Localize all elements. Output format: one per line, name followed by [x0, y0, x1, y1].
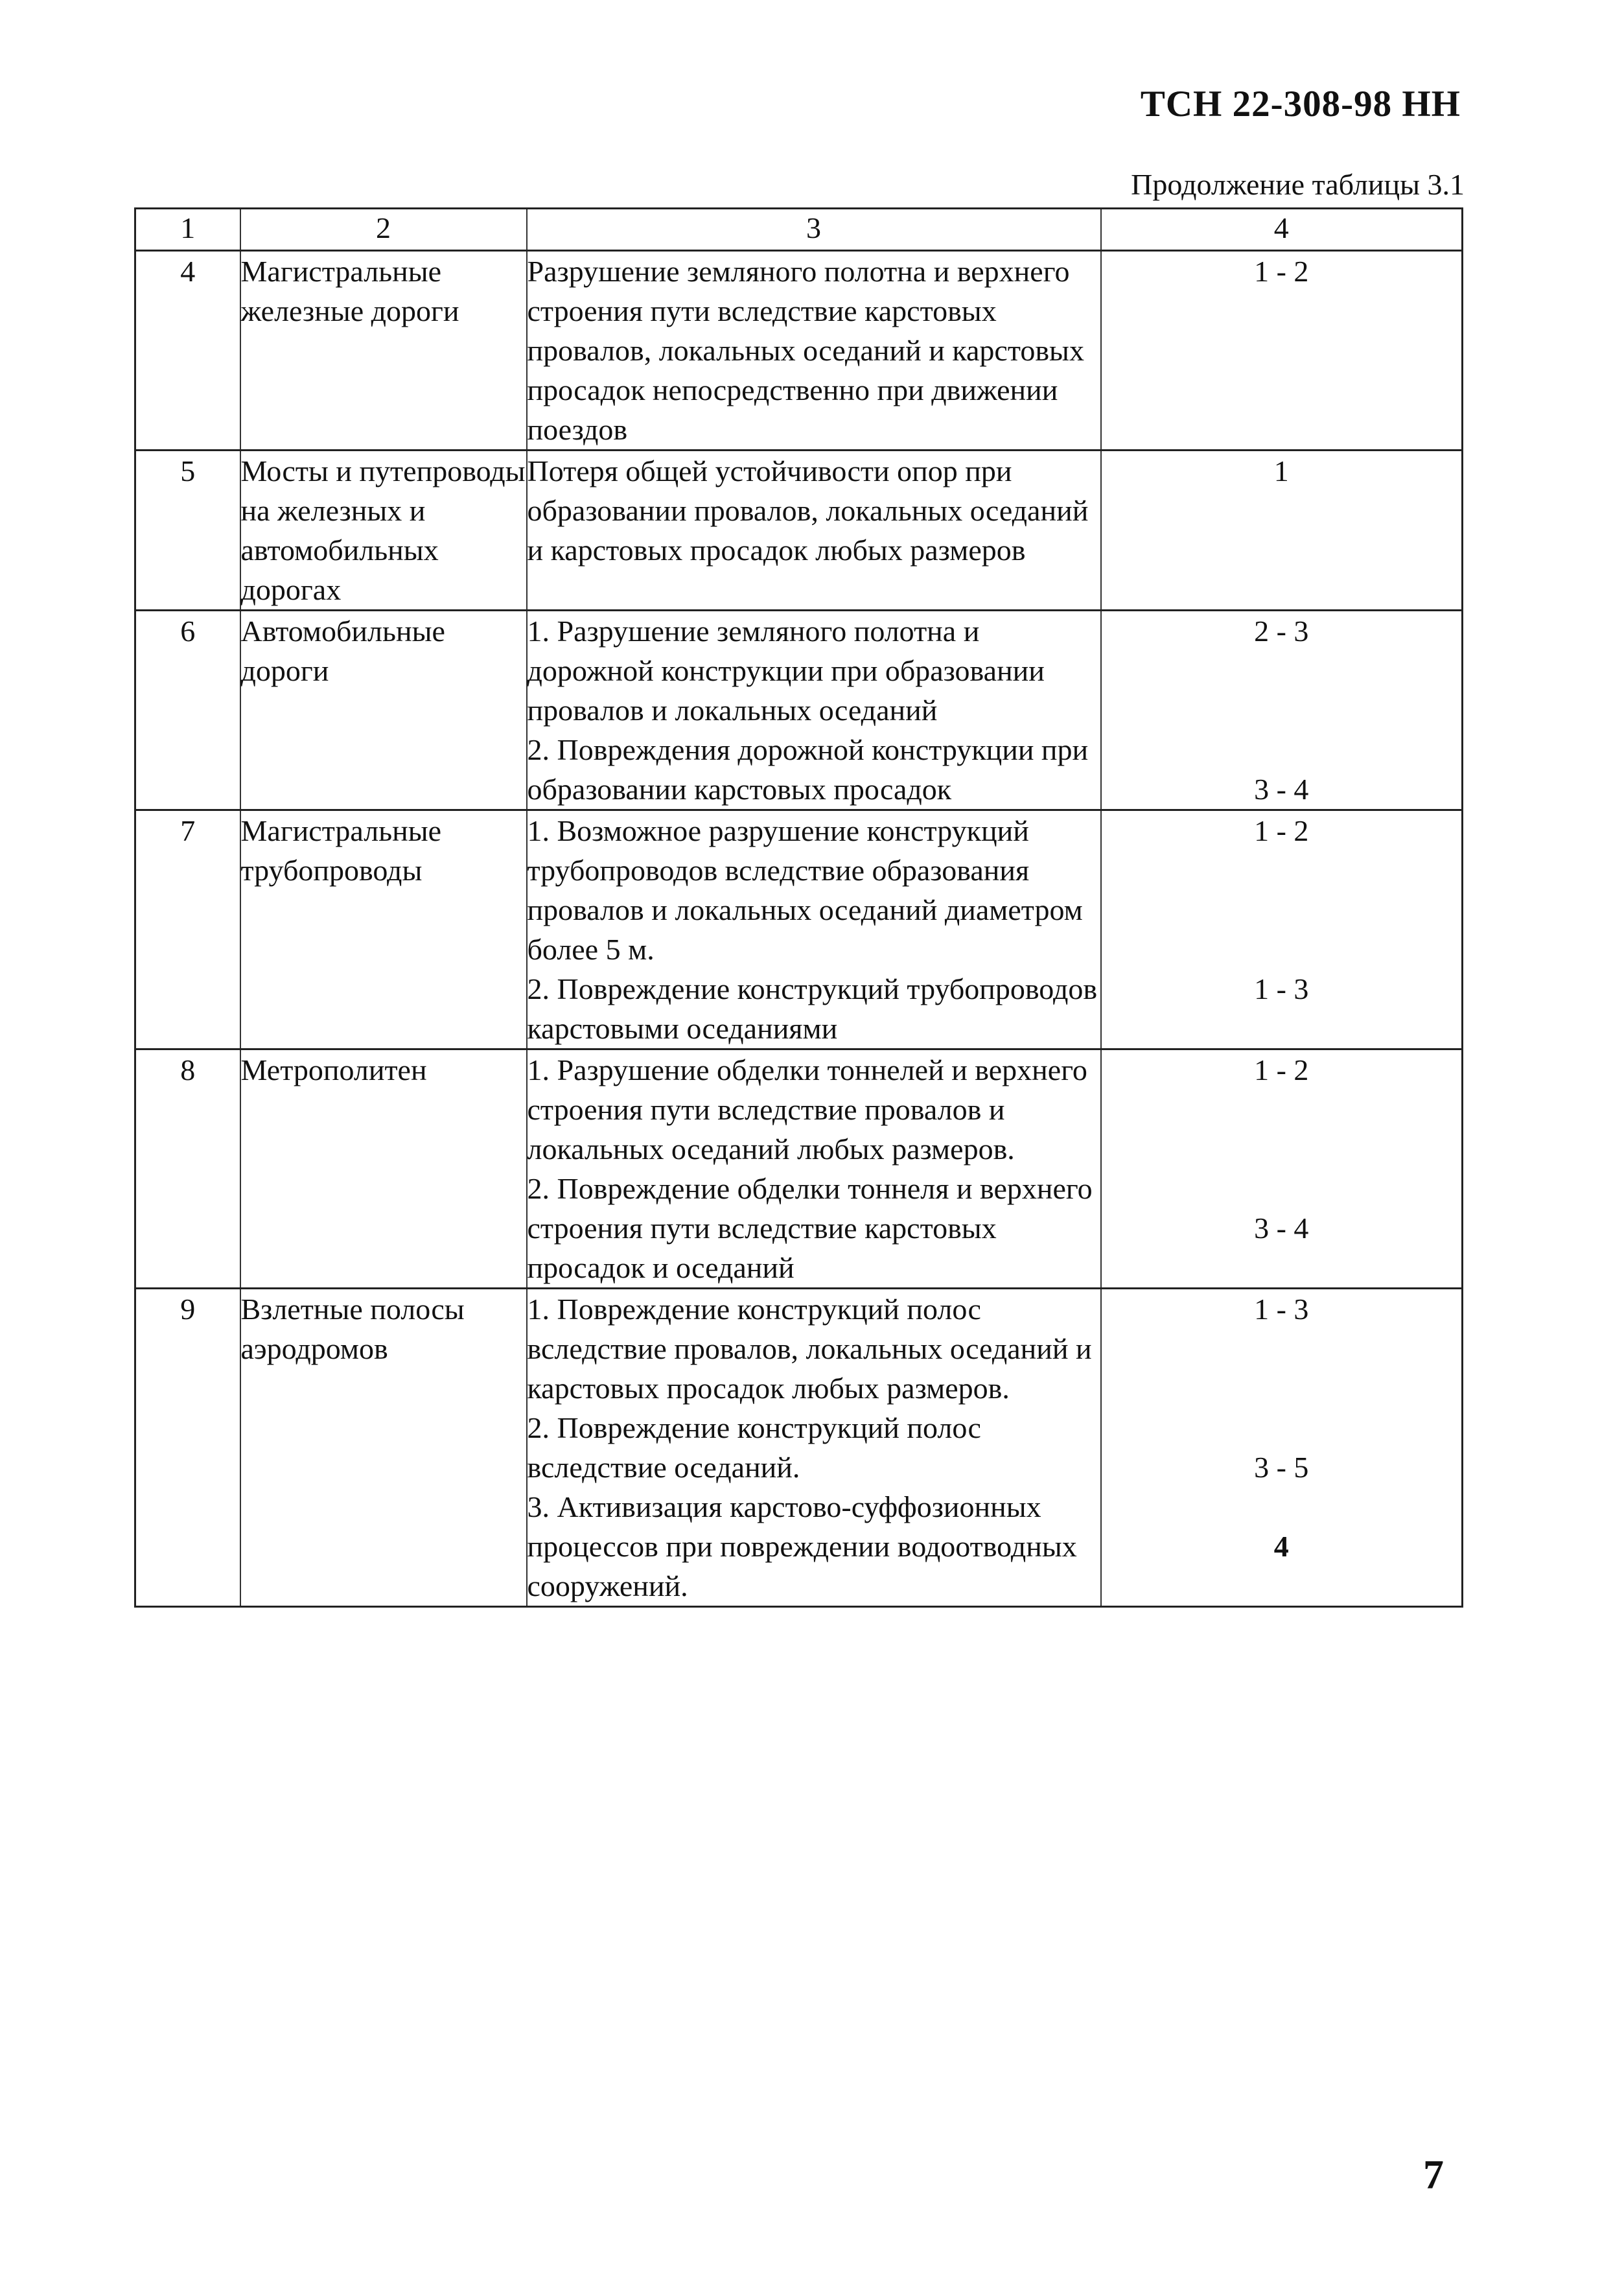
row-number: 4: [135, 251, 240, 451]
table-row: [135, 451, 1463, 611]
column-header: 4: [1101, 209, 1463, 251]
stability-category: [1101, 1289, 1463, 1607]
column-header: 3: [527, 209, 1101, 251]
category-value: 1: [1273, 454, 1289, 487]
category-value: 3 - 4: [1254, 1212, 1309, 1245]
structure-name: Метрополитен: [240, 1049, 527, 1289]
row-number: 6: [135, 611, 240, 810]
document-code: ТСН 22-308-98 НН: [1140, 84, 1461, 124]
effect-item: 2. Повреждение обделки тоннеля и верхнего строения пути вследствие карстовых просадок и оседаний: [527, 1172, 1093, 1284]
effect-item: 2. Повреждение конструкций полос вследствие оседаний.: [527, 1411, 981, 1484]
structure-name: Магистральные железные дороги: [240, 251, 527, 451]
table-row: [135, 611, 1463, 810]
table-continuation-caption: Продолжение таблицы 3.1: [1131, 168, 1465, 201]
effect-item: 3. Активизация карстово-суффозионных процессов при повреждении водоотводных сооружений.: [527, 1490, 1077, 1602]
row-number: 8: [135, 1049, 240, 1289]
effect-description: [527, 1289, 1101, 1607]
category-value: 2 - 3: [1254, 615, 1309, 648]
row-number: 5: [135, 451, 240, 611]
row-number: 9: [135, 1289, 240, 1607]
category-value: 1 - 2: [1254, 255, 1309, 288]
category-value: 1 - 2: [1254, 1053, 1309, 1086]
stability-category: [1101, 810, 1463, 1049]
category-value: 1 - 2: [1254, 814, 1309, 847]
stability-category: [1101, 451, 1463, 611]
stability-category: [1101, 1049, 1463, 1289]
effect-description: [527, 611, 1101, 810]
effect-item: 1. Разрушение земляного полотна и дорожной конструкции при образовании провалов и локальных оседаний: [527, 615, 1045, 727]
effect-item: Разрушение земляного полотна и верхнего строения пути вследствие карстовых провалов, локальных оседаний и карстовых просадок непосредственно при движении поездов: [527, 255, 1084, 446]
row-number: 7: [135, 810, 240, 1049]
category-value: 1 - 3: [1254, 972, 1309, 1005]
effect-description: [527, 251, 1101, 451]
page-number: 7: [1423, 2151, 1444, 2197]
category-value: 1 - 3: [1254, 1293, 1309, 1326]
structure-name: Мосты и путепроводы на железных и автомобильных дорогах: [240, 451, 527, 611]
category-value: 4: [1273, 1530, 1289, 1563]
structure-name: Автомобильные дороги: [240, 611, 527, 810]
structure-name: Магистральные трубопроводы: [240, 810, 527, 1049]
effect-item: 2. Повреждение конструкций трубопроводов карстовыми оседаниями: [527, 972, 1098, 1045]
stability-category: [1101, 251, 1463, 451]
effect-item: 1. Возможное разрушение конструкций трубопроводов вследствие образования провалов и локальных оседаний диаметром более 5 м.: [527, 814, 1083, 966]
table-header-row: [135, 209, 1463, 251]
category-value: 3 - 4: [1254, 773, 1309, 806]
data-table: [134, 207, 1463, 1608]
effect-item: Потеря общей устойчивости опор при образовании провалов, локальных оседаний и карстовых просадок любых размеров: [527, 454, 1089, 567]
table-row: [135, 251, 1463, 451]
column-header: 1: [135, 209, 240, 251]
effect-item: 2. Повреждения дорожной конструкции при образовании карстовых просадок: [527, 733, 1089, 806]
category-value: 3 - 5: [1254, 1451, 1309, 1484]
effect-item: 1. Повреждение конструкций полос вследствие провалов, локальных оседаний и карстовых просадок любых размеров.: [527, 1293, 1092, 1405]
effect-item: 1. Разрушение обделки тоннелей и верхнего строения пути вследствие провалов и локальных оседаний любых размеров.: [527, 1053, 1087, 1166]
effect-description: [527, 451, 1101, 611]
column-header: 2: [240, 209, 527, 251]
structure-name: Взлетные полосы аэродромов: [240, 1289, 527, 1607]
table-row: [135, 1049, 1463, 1289]
table-row: [135, 810, 1463, 1049]
effect-description: [527, 1049, 1101, 1289]
table-row: [135, 1289, 1463, 1607]
stability-category: [1101, 611, 1463, 810]
effect-description: [527, 810, 1101, 1049]
